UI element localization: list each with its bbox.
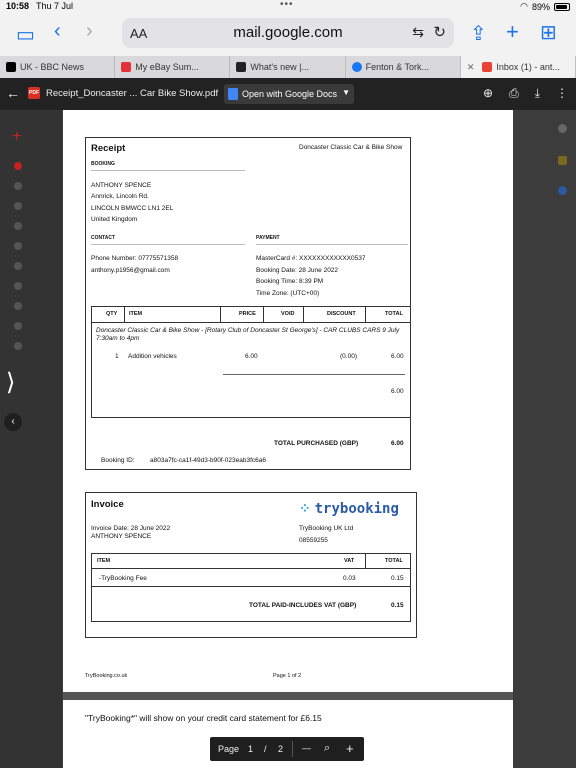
event-description: Doncaster Classic Car & Bike Show - [Rotary Club of Doncaster St George's] - CAR CLUBS CARS 9 July 7:30am to 4pm [96, 327, 400, 342]
trybooking-logo-icon: ⁘ [299, 500, 311, 516]
company-number: 08559255 [299, 537, 328, 544]
footer-site: TryBooking.co.uk [85, 673, 128, 679]
url-text[interactable]: mail.google.com [233, 24, 343, 41]
zoom-out-button[interactable]: — [302, 743, 311, 753]
column-divider [365, 306, 366, 322]
multitask-dots-icon[interactable]: ••• [280, 0, 294, 10]
open-with-google-docs-button[interactable]: Open with Google Docs ▼ [224, 84, 354, 104]
label-icon [14, 302, 22, 310]
column-divider [365, 553, 366, 568]
google-docs-icon [228, 88, 238, 100]
line-price: 6.00 [245, 353, 258, 360]
invoice-date: Invoice Date: 28 June 2022 [91, 525, 171, 532]
table-divider [91, 322, 411, 323]
label-icon [14, 282, 22, 290]
total-paid-label: TOTAL PAID-INCLUDES VAT (GBP) [249, 602, 357, 609]
whats-new-favicon-icon [236, 62, 246, 72]
col-discount: DISCOUNT [327, 311, 356, 317]
total-pages: 2 [278, 744, 284, 754]
total-paid-value: 0.15 [391, 602, 404, 609]
column-divider [220, 306, 221, 322]
label-icon [14, 262, 22, 270]
pdf-file-icon: PDF [28, 87, 40, 99]
tasks-icon [558, 186, 567, 195]
status-time: 10:58 [6, 1, 30, 11]
chevron-down-icon[interactable]: ▼ [342, 88, 350, 97]
print-icon[interactable]: ⎙ [509, 86, 519, 100]
address-bar[interactable] [122, 18, 454, 48]
tab-whats-new[interactable]: What's new |... [230, 56, 345, 78]
tab-bar [0, 56, 576, 78]
col-invoice-total: TOTAL [385, 558, 403, 564]
control-divider [292, 741, 293, 757]
new-tab-icon[interactable]: + [506, 19, 519, 44]
zoom-in-button[interactable]: + [346, 741, 354, 756]
trybooking-logo: ⁘ trybooking [299, 500, 399, 517]
facebook-favicon-icon [352, 62, 362, 72]
invoice-customer-name: ANTHONY SPENCE [91, 533, 152, 540]
download-icon[interactable]: ⤓ [534, 86, 540, 100]
time-zone: Time Zone: (UTC+00) [256, 290, 320, 297]
organiser-name: Doncaster Classic Car & Bike Show [299, 144, 403, 151]
calendar-icon [558, 124, 567, 133]
fee-item: -TryBooking Fee [99, 575, 147, 582]
label-icon [14, 322, 22, 330]
col-total: TOTAL [385, 311, 403, 317]
gmail-sidebar-background [0, 110, 62, 768]
snoozed-icon [14, 202, 22, 210]
phone-number: Phone Number: 07775571358 [91, 255, 179, 262]
contact-heading: CONTACT [91, 235, 116, 241]
subtotal-value: 6.00 [391, 388, 404, 395]
share-icon[interactable]: ⇪ [470, 23, 487, 45]
page-control [210, 737, 364, 761]
close-tab-icon[interactable]: ✕ [466, 61, 475, 72]
total-purchased-label: TOTAL PURCHASED (GBP) [274, 440, 359, 447]
keep-icon [558, 156, 567, 165]
line-qty: 1 [115, 353, 119, 360]
invoice-table [91, 553, 411, 622]
status-bar [0, 0, 576, 14]
email-address: anthony.p1956@gmail.com [91, 267, 170, 274]
extension-icon[interactable]: ⇆ [412, 24, 424, 40]
compose-icon: + [12, 128, 22, 145]
more-options-icon[interactable]: ⋮ [556, 86, 568, 100]
line-item: Addition vehicles [128, 353, 177, 360]
previous-file-arrow-icon[interactable]: ⟩ [6, 369, 16, 396]
page-label: Page [218, 744, 240, 754]
customer-name: ANTHONY SPENCE [91, 182, 152, 189]
divider [91, 170, 245, 171]
drafts-icon [14, 242, 22, 250]
address-line-3: United Kingdom [91, 216, 138, 223]
fee-total: 0.15 [391, 575, 404, 582]
invoice-title: Invoice [91, 499, 124, 510]
reader-options-button[interactable]: AA [130, 26, 148, 41]
sidebar-toggle-icon[interactable]: ▭ [16, 24, 35, 46]
label-icon [14, 342, 22, 350]
zoom-icon[interactable]: ⌕ [324, 742, 331, 754]
col-void: VOID [281, 311, 295, 317]
col-invoice-vat: VAT [344, 558, 355, 564]
divider [91, 244, 245, 245]
col-item: ITEM [129, 311, 143, 317]
tab-ebay[interactable]: My eBay Sum... [115, 56, 230, 78]
column-divider [303, 306, 304, 322]
col-qty: QTY [106, 311, 118, 317]
receipt-title: Receipt [91, 143, 126, 154]
booking-heading: BOOKING [91, 161, 115, 167]
address-line-1: Annrick, Lincoln Rd. [91, 193, 149, 200]
sent-icon [14, 222, 22, 230]
line-total: 6.00 [391, 353, 404, 360]
gmail-list-background [513, 110, 576, 692]
divider [256, 244, 408, 245]
col-price: PRICE [239, 311, 256, 317]
card-number: MasterCard #: XXXXXXXXXXXX0537 [256, 255, 366, 262]
tab-bbc[interactable]: UK - BBC News [0, 56, 115, 78]
ebay-favicon-icon [121, 62, 131, 72]
pdf-viewer-header [0, 78, 576, 110]
line-discount: (0.00) [340, 353, 357, 360]
statement-note: "TryBooking*" will show on your credit card statement for £6.15 [85, 713, 322, 723]
bbc-favicon-icon [6, 62, 16, 72]
col-invoice-item: ITEM [97, 558, 111, 564]
fee-vat: 0.03 [343, 575, 356, 582]
tab-inbox[interactable]: ✕ Inbox (1) - ant... [461, 56, 576, 78]
tab-overview-icon[interactable]: ⊞ [540, 22, 557, 44]
table-divider [91, 586, 411, 587]
inbox-icon [14, 162, 22, 170]
booking-time: Booking Time: 8:39 PM [256, 278, 324, 285]
wifi-icon: ◠ [520, 1, 528, 11]
back-icon[interactable]: ‹ [54, 20, 61, 42]
table-divider [91, 568, 411, 569]
page-separator: / [264, 744, 267, 754]
footer-page: Page 1 of 2 [273, 673, 302, 679]
pdf-filename: Receipt_Doncaster ... Car Bike Show.pdf [46, 88, 219, 99]
add-to-drive-icon[interactable]: ⊕ [483, 86, 494, 100]
back-arrow-icon[interactable]: ← [6, 85, 20, 101]
battery-percent: 89% [531, 1, 550, 12]
booking-id-label: Booking ID: [101, 457, 135, 464]
column-divider [124, 306, 125, 322]
starred-icon [14, 182, 22, 190]
column-divider [263, 306, 264, 322]
address-line-2: LINCOLN BMWCC LN1 2EL [91, 205, 174, 212]
forward-icon[interactable]: › [86, 20, 93, 42]
company-name: TryBooking UK Ltd [299, 525, 354, 532]
google-favicon-icon [482, 62, 492, 72]
chevron-left-icon[interactable]: ‹ [4, 413, 22, 431]
tab-fenton[interactable]: Fenton & Tork... [346, 56, 461, 78]
battery-icon [554, 3, 570, 11]
booking-id: a803a7fc-ca1f-49d3-b90f-023eab3fc6a6 [150, 457, 267, 464]
status-date: Thu 7 Jul [36, 1, 74, 11]
subtotal-divider [223, 374, 405, 375]
pdf-page-1 [63, 110, 513, 692]
reload-icon[interactable]: ↻ [433, 24, 446, 41]
browser-toolbar [0, 14, 576, 56]
payment-heading: PAYMENT [256, 235, 280, 241]
battery-fill [556, 5, 567, 9]
page-gap [63, 692, 513, 700]
booking-date: Booking Date: 28 June 2022 [256, 267, 339, 274]
current-page[interactable]: 1 [248, 744, 254, 754]
total-purchased-value: 6.00 [391, 440, 404, 447]
